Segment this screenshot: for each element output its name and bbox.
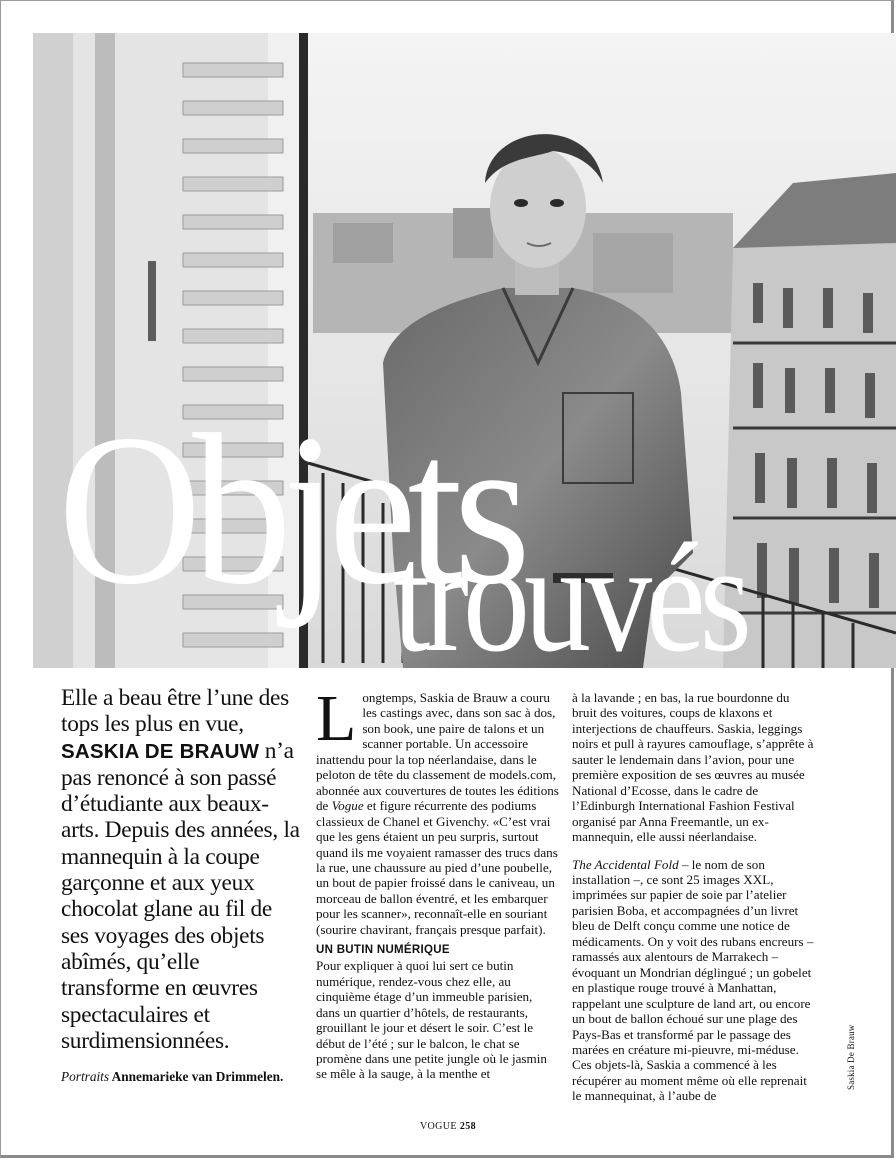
- body-paragraph-2: Pour expliquer à quoi lui sert ce butin numérique, rendez-vous chez elle, au cinquième étage d’un immeuble parisien, dans un quartier d’hôtels, de restaurants, grouillant le jour et désert le soir. C’est le début de l’été ; sur le balcon, le chat se promène dans une petite jungle où le jasmin se mêle à la sauge, à la menthe et: [316, 958, 547, 1082]
- headline-line-1: Objets: [58, 390, 522, 629]
- standfirst-rest: n’a pas renoncé à son passé d’étudiante aux beaux-arts. Depuis des années, la mannequin à la coupe garçonne et aux yeux chocolat glane au fil de ses voyages des objets abîmés, qu’elle transforme en œuvres spectaculaires et surdimensionnées.: [61, 737, 300, 1054]
- standfirst: [61, 685, 301, 1054]
- credit-name: Annemarieke van Drimmelen.: [111, 1069, 284, 1084]
- photo-credit: [61, 1069, 311, 1085]
- body-column-1: [316, 682, 559, 1082]
- subheading: UN BUTIN NUMÉRIQUE: [316, 944, 450, 957]
- folio-number: 258: [459, 1121, 477, 1132]
- credit-label: Portraits: [61, 1069, 110, 1084]
- page-folio: [0, 1121, 896, 1132]
- folio-magazine: VOGUE: [419, 1121, 457, 1132]
- installation-title: The Accidental Fold: [572, 856, 679, 872]
- body-column-2: [572, 690, 815, 1104]
- side-caption: Saskia De Brauw: [846, 1024, 856, 1090]
- paragraph-4-text: – le nom de son installation –, ce sont 25 images XXL, imprimées sur papier de soie par l’atelier parisien Boba, et accompagnées d’un livret bleu de Delft conçu comme une notice de médicaments. On y voit des rubans encreurs – ramassés aux alentours de Marrakech – évoquant un Mondrian déglingué ; un gobelet en plastique rouge trouvé à Manhattan, rappelant une sculpture de land art, ou encore un bout de ballon échoué sur une plage des Pays-Bas et transformé par le passage des marées en créature mi-pieuvre, mi-méduse. Ces objets-là, Saskia a commencé à les récupérer au moment même où elle reprenait le mannequinat, à l’aube de: [572, 856, 814, 1104]
- standfirst-name: SASKIA DE BRAUW: [61, 739, 260, 763]
- body-paragraph-3: à la lavande ; en bas, la rue bourdonne du bruit des voitures, coups de klaxons et interjections de chauffeurs. Saskia, leggings noirs et pull à rayures camouflage, s’apprête à sauter le lendemain dans l’avion, pour une première exposition de ses œuvres au musée National d’Ecosse, dans le cadre de l’Edinburgh International Fashion Festival organisé par Anna Freemantle, un ex-mannequin, elle aussi néerlandaise.: [572, 690, 814, 845]
- paragraph-1-text: ongtemps, Saskia de Brauw a couru les castings avec, dans son sac à dos, son book, une paire de talons et un scanner portable. Un accessoire inattendu pour la top néerlandaise, dans le peloton de tête du classement de models.com, abonnée aux couvertures de toutes les éditions de: [316, 690, 559, 814]
- drop-cap: L: [316, 682, 357, 755]
- standfirst-lead: Elle a beau être l’une des tops les plus en vue,: [61, 685, 289, 738]
- body-paragraph-4: [572, 857, 815, 1104]
- paragraph-1-end: et figure récurrente des podiums classieux de Chanel et Givenchy. «C’est vrai que les gens étaient un peu surpris, surtout quand ils me voyaient ramasser des trucs dans la rue, une chaussure au pied d’une poubelle, un bout de papier froissé dans le caniveau, un morceau de ballon éventré, et les embarquer pour les scanner», reconnaît-elle en souriant (sourire chavirant, français presque parfait).: [316, 798, 558, 937]
- headline-line-2: trouvés: [393, 511, 746, 684]
- vogue-italic: Vogue: [331, 798, 364, 814]
- body-paragraph-1: [316, 682, 559, 937]
